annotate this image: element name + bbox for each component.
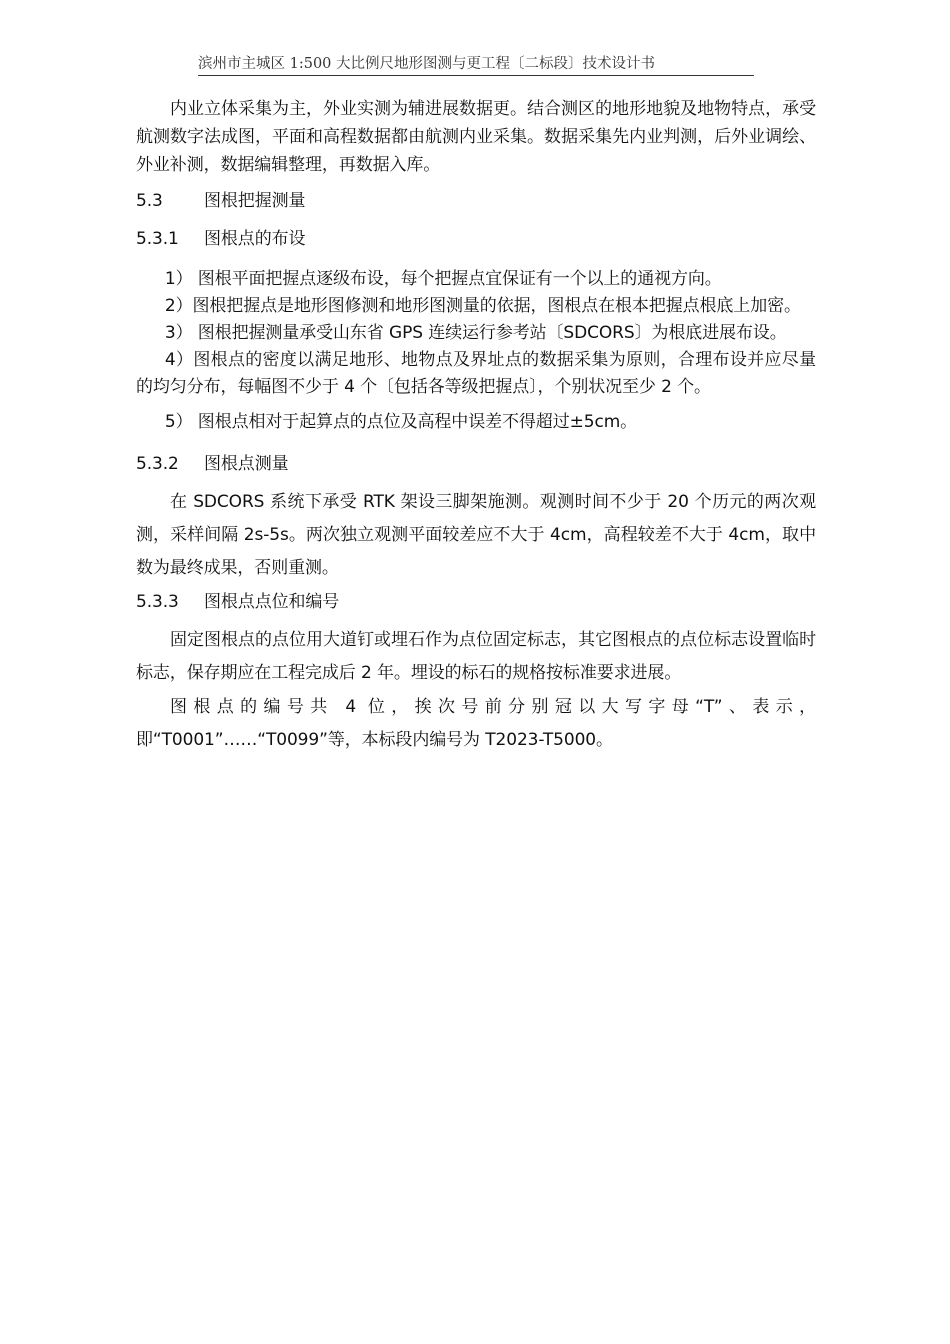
list-item: 3） 图根把握测量承受山东省 GPS 连续运行参考站〔SDCORS〕为根底进展布设。 [164, 323, 787, 343]
list-item: 4）图根点的密度以满足地形、地物点及界址点的数据采集为原则，合理布设并应尽量的均匀分布，每幅图不少于 4 个〔包括各等级把握点〕，个别状况至少 2 个。 [136, 350, 816, 397]
section-5-3-3-paragraph: 固定图根点的点位用大道钉或埋石作为点位固定标志，其它图根点的点位标志设置临时标志，保存期应在工程完成后 2 年。埋设的标石的规格按标准要求进展。 [136, 630, 816, 683]
section-5-3-3-heading [136, 589, 816, 615]
section-number: 5.3.3 [136, 592, 179, 612]
section-number: 5.3 [136, 191, 163, 211]
page-header [198, 54, 754, 76]
section-5-3-2-paragraph: 在 SDCORS 系统下承受 RTK 架设三脚架施测。观测时间不少于 20 个历元的两次观测，采样间隔 2s-5s。两次独立观测平面较差应不大于 4cm，高程较差不大于 4cm，取中数为最终成果，否则重测。 [136, 492, 816, 578]
section-5-3-3-paragraph: 图根点的编号共 4 位，挨次号前分别冠以大写字母“T”、表示，即“T0001”……“T0099”等，本标段内编号为 T2023-T5000。 [136, 697, 816, 750]
page-header-text: 滨州市主城区 1:500 大比例尺地形图测与更工程〔二标段〕技术设计书 [198, 56, 656, 72]
section-5-3-heading [136, 188, 816, 214]
list-item: 2）图根把握点是地形图修测和地形图测量的依据，图根点在根本把握点根底上加密。 [164, 296, 801, 316]
document-body [136, 95, 816, 757]
section-number: 5.3.1 [136, 229, 179, 249]
list-item: 1） 图根平面把握点逐级布设，每个把握点宜保证有一个以上的通视方向。 [164, 269, 722, 289]
section-title: 图根点测量 [204, 454, 289, 474]
section-title: 图根把握测量 [204, 191, 306, 211]
section-number: 5.3.2 [136, 454, 179, 474]
section-5-3-2-heading [136, 451, 816, 477]
intro-paragraph: 内业立体采集为主，外业实测为辅进展数据更。结合测区的地形地貌及地物特点，承受航测数字法成图，平面和高程数据都由航测内业采集。数据采集先内业判测，后外业调绘、外业补测，数据编辑整理，再数据入库。 [136, 99, 816, 175]
section-5-3-1-heading [136, 226, 816, 252]
section-title: 图根点的布设 [204, 229, 306, 249]
list-item: 5） 图根点相对于起算点的点位及高程中误差不得超过±5cm。 [164, 412, 638, 432]
section-title: 图根点点位和编号 [204, 592, 340, 612]
